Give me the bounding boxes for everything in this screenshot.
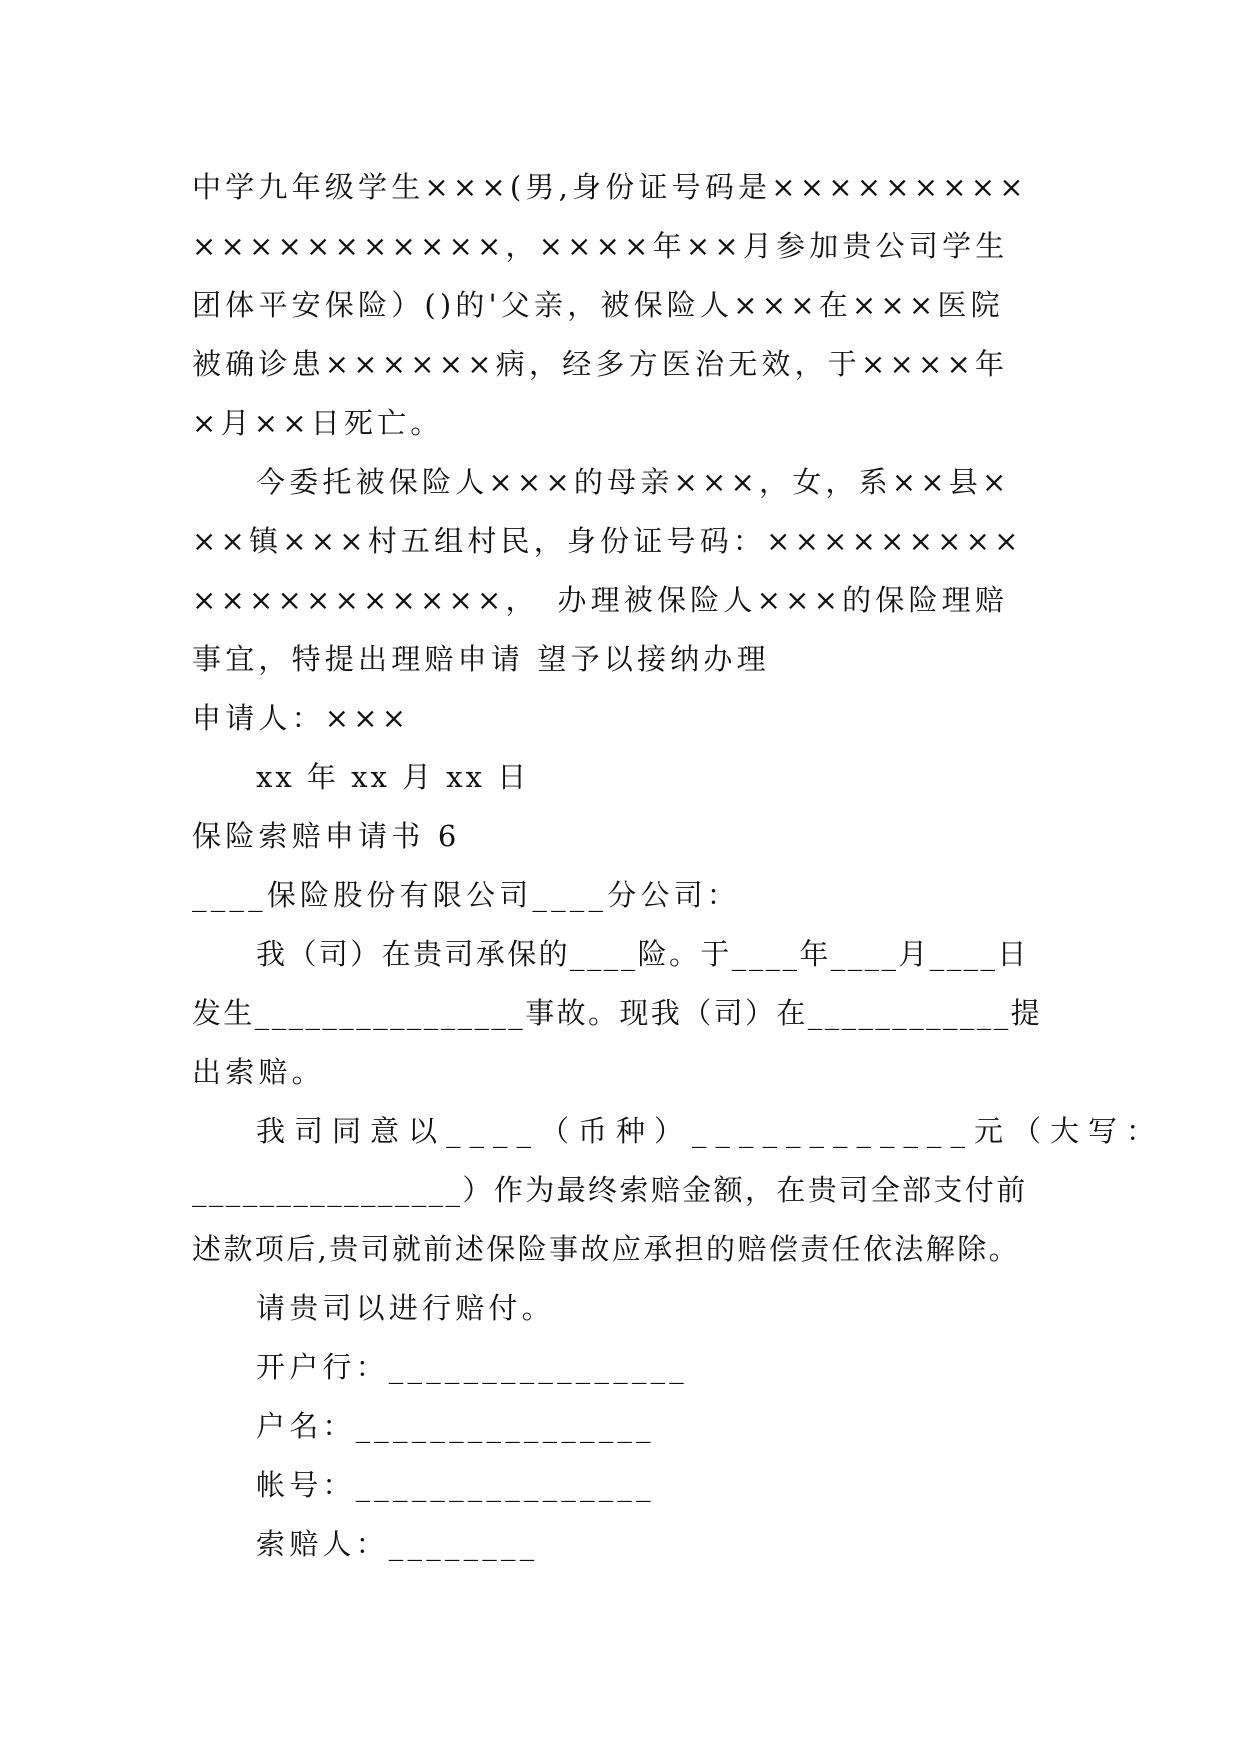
claimant-field: 索赔人：________ <box>256 1527 539 1561</box>
bank-field: 开户行：________________ <box>256 1350 689 1384</box>
date-line: xx 年 xx 月 xx 日 <box>256 760 530 794</box>
text-line: ×××××××××××，××××年××月参加贵公司学生 <box>192 229 1009 263</box>
text-line: ×××××××××××， 办理被保险人×××的保险理赔 <box>192 583 1009 617</box>
text-line: 发生________________事故。现我（司）在____________提 <box>192 996 1043 1030</box>
text-line: 中学九年级学生×××(男,身份证号码是××××××××× <box>192 170 1028 204</box>
text-line: 事宜，特提出理赔申请 望予以接纳办理 <box>192 642 770 676</box>
addressee-line: ____保险股份有限公司____分公司： <box>192 878 741 912</box>
text-line: 被确诊患××××××病，经多方医治无效，于××××年 <box>192 347 1009 381</box>
account-number-field: 帐号：________________ <box>256 1468 655 1502</box>
text-line: ________________）作为最终索赔金额，在贵司全部支付前 <box>192 1173 1028 1207</box>
text-line: ×月××日死亡。 <box>192 406 444 440</box>
text-line: 出索赔。 <box>192 1055 325 1089</box>
text-line: 请贵司以进行赔付。 <box>256 1291 555 1325</box>
applicant-line: 申请人：××× <box>192 701 411 735</box>
text-line: 团体平安保险）()的'父亲，被保险人×××在×××医院 <box>192 288 1004 322</box>
document-page <box>192 158 1165 1574</box>
text-line: 今委托被保险人×××的母亲×××，女，系××县× <box>256 465 1011 499</box>
text-line: ××镇×××村五组村民，身份证号码：××××××××× <box>192 524 1023 558</box>
account-name-field: 户名：________________ <box>256 1409 655 1443</box>
text-line: 我司同意以____（币种）____________元（大写： <box>256 1114 1165 1148</box>
text-line: 述款项后,贵司就前述保险事故应承担的赔偿责任依法解除。 <box>192 1232 1021 1266</box>
text-line: 我（司）在贵司承保的____险。于____年____月____日 <box>256 937 1029 971</box>
section-title: 保险索赔申请书 6 <box>192 819 461 853</box>
